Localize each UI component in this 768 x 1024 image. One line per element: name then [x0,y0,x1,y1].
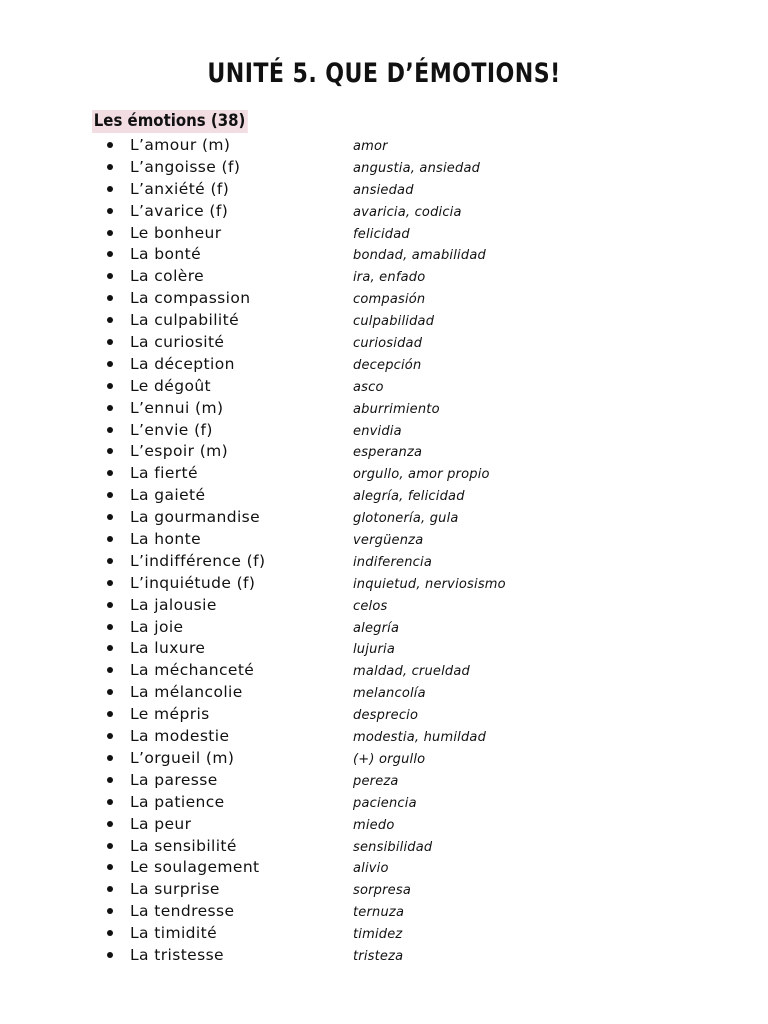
spanish-translation: (+) orgullo [353,751,426,767]
list-item [0,726,768,748]
french-term: Le bonheur [130,223,222,242]
bullet-icon [107,864,113,870]
spanish-translation: miedo [353,817,395,833]
list-item [0,836,768,858]
list-item [0,354,768,376]
french-term: La sensibilité [130,836,237,855]
list-item [0,814,768,836]
french-term: L’avarice (f) [130,201,229,220]
french-term: La modestie [130,727,230,746]
spanish-translation: sensibilidad [353,839,433,855]
list-item [0,463,768,485]
spanish-translation: celos [353,598,388,614]
vocabulary-list [0,135,768,967]
list-item [0,288,768,310]
list-item [0,223,768,245]
spanish-translation: inquietud, nerviosismo [353,576,506,592]
bullet-icon [107,711,113,717]
bullet-icon [107,799,113,805]
bullet-icon [107,908,113,914]
list-item [0,310,768,332]
spanish-translation: maldad, crueldad [353,664,470,680]
spanish-translation: avaricia, codicia [353,204,462,220]
french-term: L’espoir (m) [130,442,229,461]
list-item [0,507,768,529]
spanish-translation: bondad, amabilidad [353,248,486,264]
spanish-translation: amor [353,139,388,154]
list-item [0,441,768,463]
bullet-icon [107,886,113,892]
spanish-translation: tristeza [353,948,404,964]
french-term: L’anxiété (f) [130,179,230,198]
list-item [0,748,768,770]
spanish-translation: pereza [353,773,399,789]
bullet-icon [107,602,113,608]
spanish-translation: paciencia [353,795,417,811]
bullet-icon [107,142,113,148]
french-term: La gourmandise [130,508,261,527]
bullet-icon [107,558,113,564]
spanish-translation: lujuria [353,642,396,658]
french-term: La jalousie [130,595,217,614]
bullet-icon [107,164,113,170]
bullet-icon [107,273,113,279]
spanish-translation: angustia, ansiedad [353,160,481,176]
bullet-icon [107,843,113,849]
spanish-translation: decepción [353,357,422,373]
french-term: La honte [130,530,202,549]
french-term: La tristesse [130,945,224,964]
list-item [0,638,768,660]
french-term: L’indifférence (f) [130,551,266,570]
spanish-translation: aburrimiento [353,401,440,417]
list-item [0,179,768,201]
french-term: L’angoisse (f) [130,157,241,176]
spanish-translation: compasión [353,292,426,308]
section-heading: Les émotions (38) [92,110,248,133]
list-item [0,420,768,442]
spanish-translation: curiosidad [353,336,423,352]
list-item [0,201,768,223]
bullet-icon [107,470,113,476]
french-term: La timidité [130,924,218,943]
bullet-icon [107,667,113,673]
list-item [0,157,768,179]
list-item [0,573,768,595]
bullet-icon [107,448,113,454]
bullet-icon [107,339,113,345]
french-term: La peur [130,814,192,833]
spanish-translation: alegría, felicidad [353,489,465,505]
spanish-translation: asco [353,379,384,395]
bullet-icon [107,821,113,827]
spanish-translation: alegría [353,620,400,636]
bullet-icon [107,208,113,214]
french-term: La luxure [130,639,206,658]
bullet-icon [107,733,113,739]
spanish-translation: desprecio [353,708,419,724]
french-term: L’ennui (m) [130,398,224,417]
spanish-translation: esperanza [353,445,423,461]
list-item [0,376,768,398]
spanish-translation: orgullo, amor propio [353,467,490,483]
list-item [0,551,768,573]
spanish-translation: ansiedad [353,182,414,198]
french-term: La surprise [130,880,220,899]
list-item [0,857,768,879]
bullet-icon [107,930,113,936]
list-item [0,485,768,507]
list-item [0,617,768,639]
list-item [0,945,768,967]
french-term: Le dégoût [130,376,212,395]
french-term: La colère [130,267,205,286]
bullet-icon [107,251,113,257]
bullet-icon [107,645,113,651]
french-term: La gaieté [130,486,206,505]
spanish-translation: modestia, humildad [353,730,487,746]
spanish-translation: indiferencia [353,554,432,570]
bullet-icon [107,230,113,236]
spanish-translation: melancolía [353,686,426,702]
bullet-icon [107,405,113,411]
spanish-translation: alivio [353,861,389,877]
french-term: L’amour (m) [130,136,231,154]
bullet-icon [107,492,113,498]
french-term: La mélancolie [130,683,243,702]
bullet-icon [107,295,113,301]
spanish-translation: felicidad [353,226,410,242]
list-item [0,660,768,682]
spanish-translation: ira, enfado [353,270,426,286]
bullet-icon [107,624,113,630]
bullet-icon [107,361,113,367]
bullet-icon [107,755,113,761]
bullet-icon [107,317,113,323]
french-term: La bonté [130,245,202,264]
french-term: La fierté [130,464,198,483]
list-item [0,901,768,923]
list-item [0,244,768,266]
list-item [0,792,768,814]
french-term: L’envie (f) [130,420,213,439]
bullet-icon [107,689,113,695]
bullet-icon [107,580,113,586]
french-term: La déception [130,354,235,373]
bullet-icon [107,777,113,783]
french-term: La tendresse [130,902,235,921]
french-term: L’orgueil (m) [130,748,235,767]
spanish-translation: culpabilidad [353,314,435,330]
list-item [0,135,768,157]
list-item [0,682,768,704]
spanish-translation: ternuza [353,905,405,921]
french-term: Le mépris [130,705,210,724]
list-item [0,529,768,551]
french-term: La joie [130,617,184,636]
spanish-translation: glotonería, gula [353,511,459,527]
list-item [0,770,768,792]
french-term: La patience [130,792,225,811]
bullet-icon [107,427,113,433]
list-item [0,595,768,617]
list-item [0,923,768,945]
french-term: L’inquiétude (f) [130,573,256,592]
bullet-icon [107,514,113,520]
french-term: La méchanceté [130,661,255,680]
list-item [0,266,768,288]
french-term: La compassion [130,289,251,308]
french-term: La curiosité [130,333,225,352]
french-term: Le soulagement [130,858,260,877]
page-title: UNITÉ 5. QUE D’ÉMOTIONS! [207,58,561,89]
list-item [0,398,768,420]
spanish-translation: timidez [353,927,403,943]
spanish-translation: envidia [353,423,402,439]
bullet-icon [107,952,113,958]
bullet-icon [107,383,113,389]
spanish-translation: vergüenza [353,533,424,549]
spanish-translation: sorpresa [353,883,412,899]
list-item [0,332,768,354]
french-term: La paresse [130,770,218,789]
list-item [0,879,768,901]
french-term: La culpabilité [130,311,240,330]
bullet-icon [107,536,113,542]
bullet-icon [107,186,113,192]
list-item [0,704,768,726]
